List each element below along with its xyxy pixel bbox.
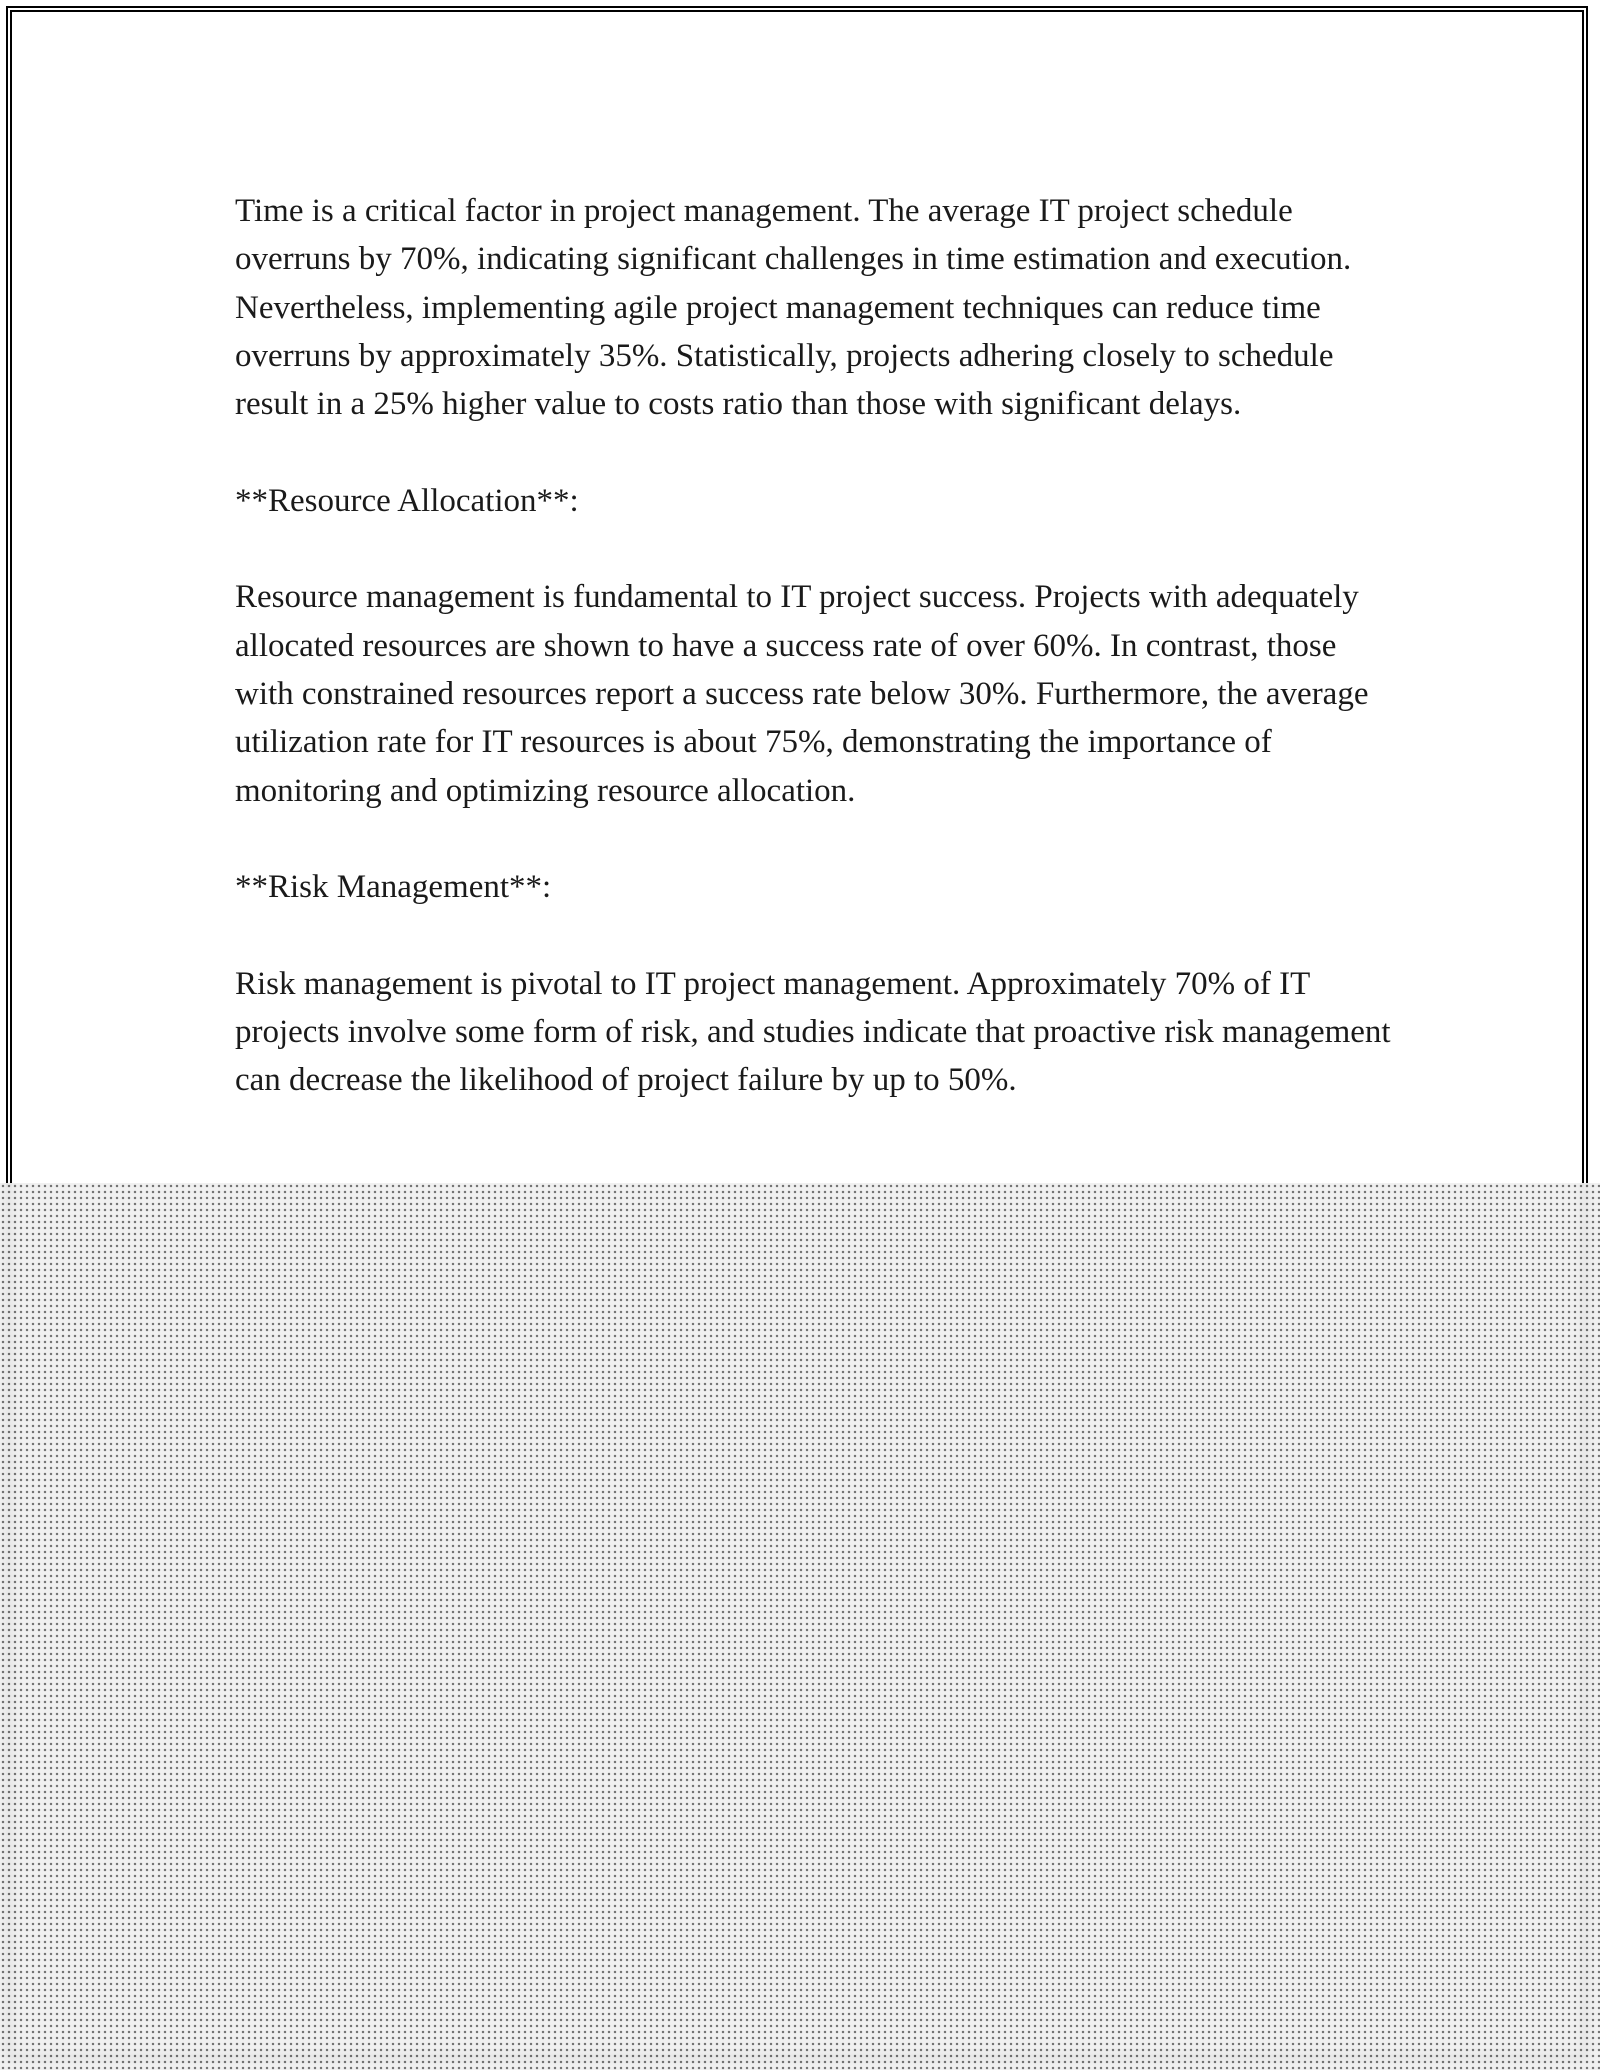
paragraph-time-management: Time is a critical factor in project management. The average IT project schedule overruns by 70%, indicating significant challenges in time estimation and execution. Nevertheless, implementing agile project management techniques can reduce time overruns by approximately 35%. Statistically, projects adhering closely to schedule result in a 25% higher value to costs ratio than those with significant delays. xyxy=(235,193,1352,423)
heading-resource-allocation: **Resource Allocation**: xyxy=(235,482,579,519)
paragraph-risk-management: Risk management is pivotal to IT project management. Approximately 70% of IT projects involve some form of risk, and studies indicate that proactive risk management can decrease the likelihood of project failure by up to 50%. xyxy=(235,965,1391,1099)
paragraph-resource-allocation: Resource management is fundamental to IT project success. Projects with adequately allocated resources are shown to have a success rate of over 60%. In contrast, those with constrained resources report a success rate below 30%. Furthermore, the average utilization rate for IT resources is about 75%, demonstrating the importance of monitoring and optimizing resource allocation. xyxy=(235,579,1369,809)
redaction-overlay xyxy=(0,1183,1600,2070)
document-body xyxy=(235,187,1395,1153)
heading-risk-management: **Risk Management**: xyxy=(235,869,552,906)
